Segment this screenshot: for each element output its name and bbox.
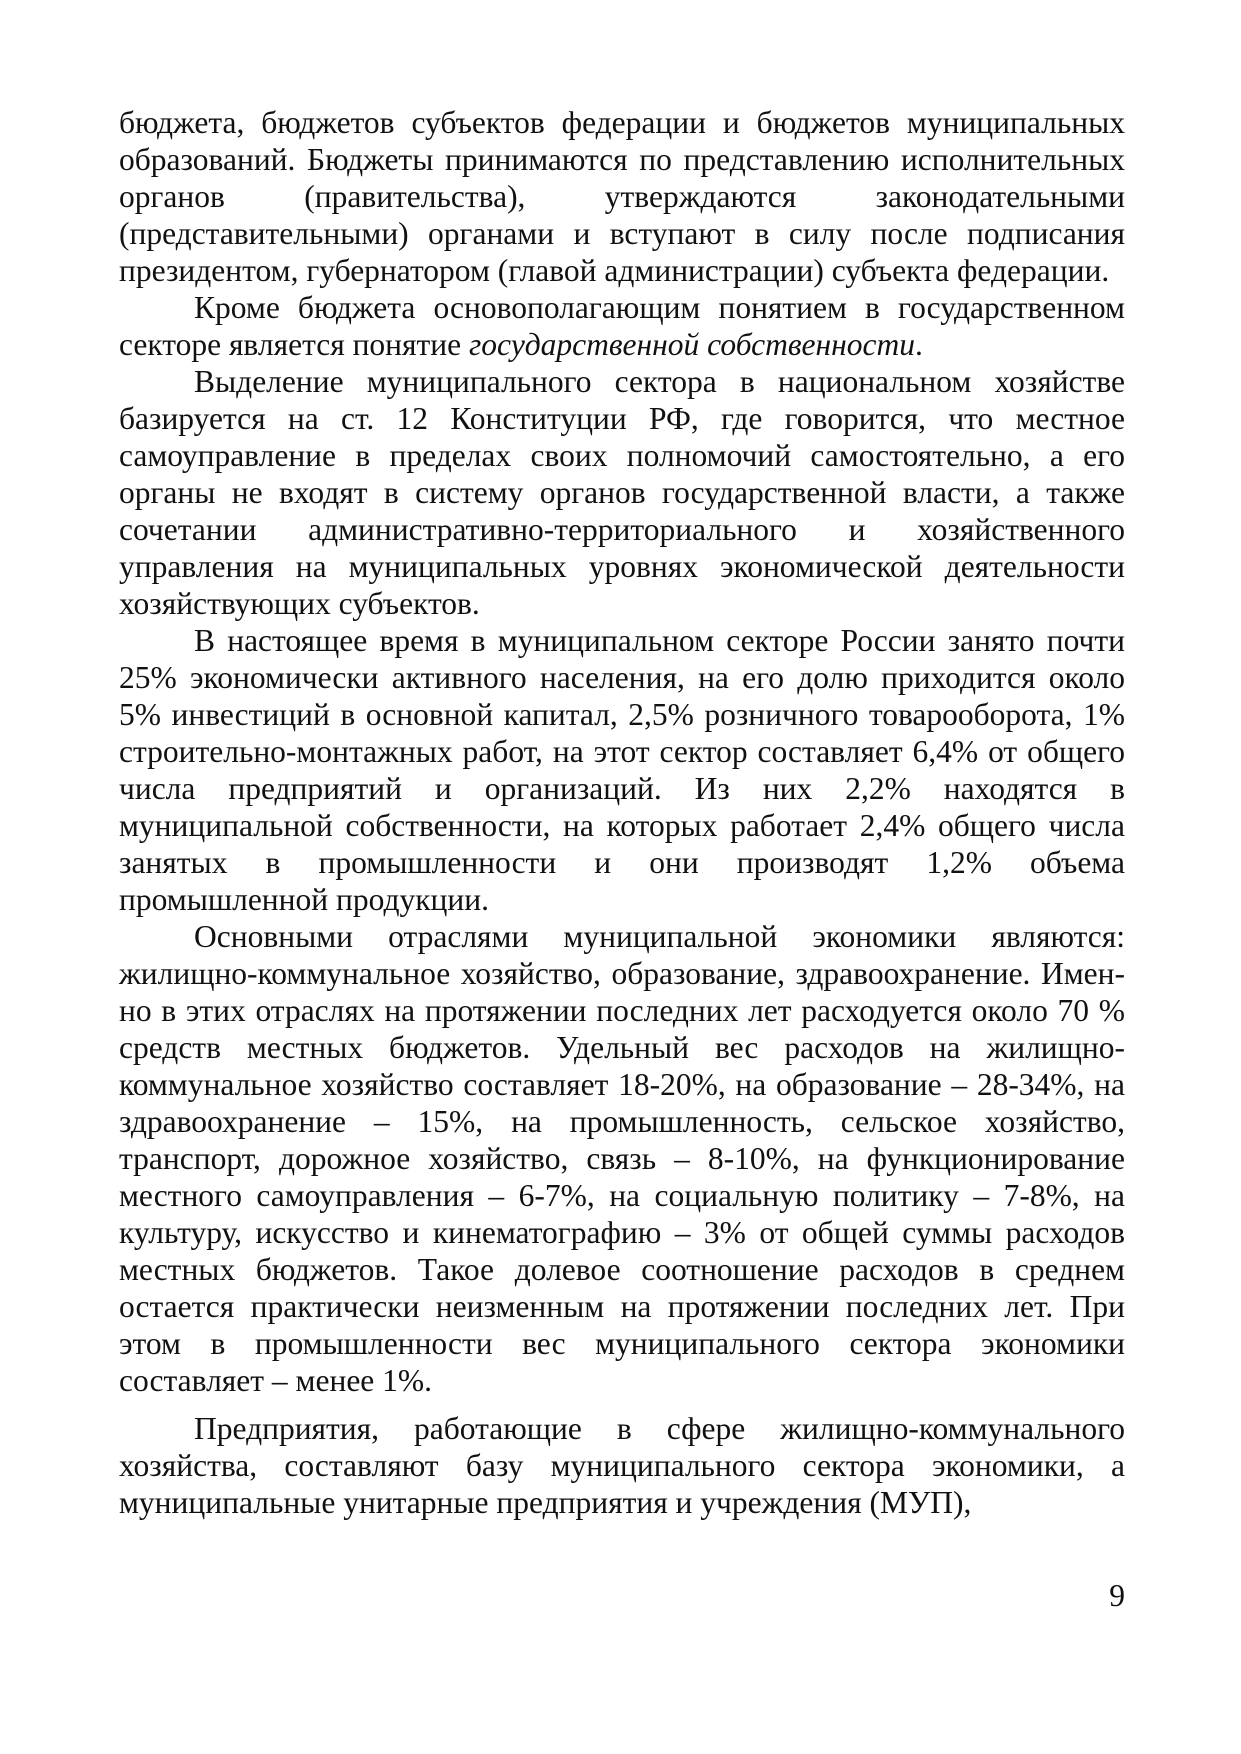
page-number: 9 xyxy=(1109,1578,1125,1613)
page-body xyxy=(119,104,1125,1521)
paragraph-state-property-emphasis: государственной собственности xyxy=(469,327,915,362)
paragraph-municipal-sector: Выделение муниципального сектора в национальном хозяйстве базируется на ст. 12 Конституции РФ, где говорится, что местное самоуправление в пределах своих полномочий самостоятельно, а его органы не входят в систему органов государственной власти, а также сочетании административно-территориального и хозяйственного управления на муниципальных уровнях экономической деятельности хозяйствующих субъектов. xyxy=(119,364,1125,621)
paragraph-sector-statistics: В настоящее время в муниципальном секторе России занято почти 25% экономически активного населения, на его долю приходится около 5% инвестиций в основной капитал, 2,5% розничного товарооборота, 1% строительно-монтажных работ, на этот сектор составляет 6,4% от общего числа предприятий и организаций. Из них 2,2% находятся в муниципальной собственности, на которых работает 2,4% общего числа занятых в промышленности и они производят 1,2% объема промышленной продукции. xyxy=(119,623,1125,917)
paragraph-state-property xyxy=(119,289,1125,363)
paragraph-economy-branches: Основными отраслями муниципальной экономики являются: жилищно-коммунальное хозяйство, образование, здравоохранение. Имен-но в этих отраслях на протяжении последних лет расходуется около 70 % средств местных бюджетов. Удельный вес расходов на жилищно-коммунальное хозяйство составляет 18-20%, на образование – 28-34%, на здравоохранение – 15%, на промышленность, сельское хозяйство, транспорт, дорожное хозяйство, связь – 8-10%, на функционирование местного самоуправления – 6-7%, на социальную политику – 7-8%, на культуру, искусство и кинематографию – 3% от общей суммы расходов местных бюджетов. Такое долевое соотношение расходов в среднем остается практически неизменным на протяжении последних лет. При этом в промышленности вес муниципального сектора экономики составляет – менее 1%. xyxy=(119,919,1125,1398)
paragraph-state-property-end: . xyxy=(914,327,923,362)
paragraph-budget-continuation: бюджета, бюджетов субъектов федерации и бюджетов муниципальных образований. Бюджеты принимаются по представлению исполнительных органов (правительства), утверждаются законодательными (представительными) органами и вступают в силу после подписания президентом, губернатором (главой администрации) субъекта федерации. xyxy=(119,105,1125,288)
paragraph-housing-enterprises: Предприятия, работающие в сфере жилищно-коммунального хозяйства, составляют базу муниципального сектора экономики, а муниципальные унитарные предприятия и учреждения (МУП), xyxy=(119,1411,1125,1520)
paragraph-state-property-text: Кроме бюджета основополагающим понятием в государственном секторе является понятие xyxy=(119,290,1125,362)
